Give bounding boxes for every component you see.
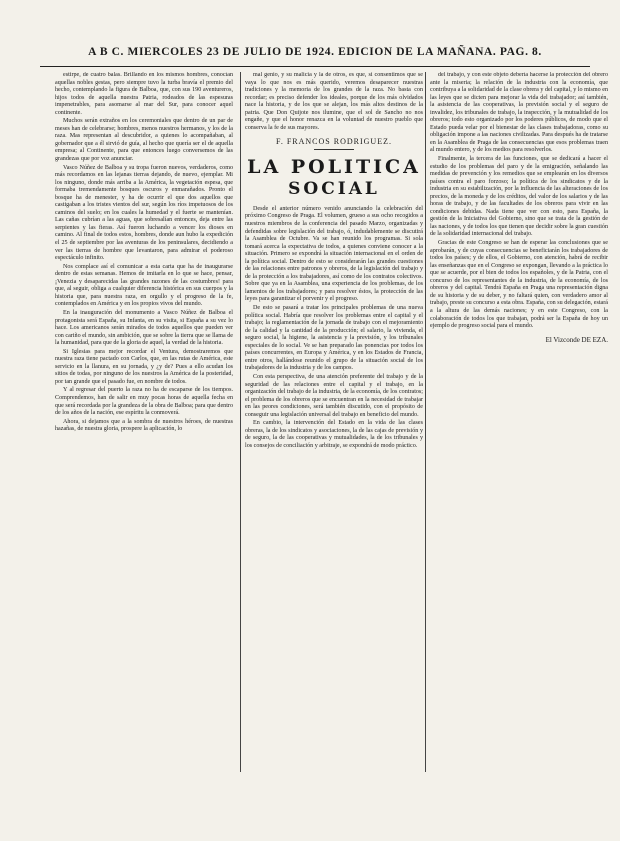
- article-subtitle: SOCIAL: [288, 178, 380, 199]
- paragraph: del trabajo, y con este objeto debería hacerse la protección del obrero ante la miseria; la relación de la industria con la economía, que contribuya a la solidaridad de la clase obrera y del capital, y lo mismo en las leyes que se dicten para mejorar la vida del trabajador; así también, la asistencia de las cooperativas, la previsión social y el seguro de invalidez, los tribunales de trabajo, la inspección, y la mutualidad de los obreros; todo esto organizado por los poderes públicos, de modo que el Estado pueda velar por el bienestar de las clases trabajadoras, como su obligación impone a las naciones civilizadas. Para después ha de tratarse en la Asamblea de Praga de las consecuencias que esos problemas traen al mundo entero, y de los medios para resolverlos.: [430, 72, 608, 154]
- paragraph: En cambio, la intervención del Estado en la vida de las clases obreras, la de los sindicatos y asociaciones, la de las cajas de previsión y de seguro, la de las cooperativas y mutualidades, la de los tribunales y los consejos de conciliación y arbitraje, se expondrá de modo práctico.: [245, 420, 423, 449]
- paragraph: Y al regresar del puerto la raza no ha de escaparse de los tiempos. Comprendemos, han de salir en muy pocas horas de aquella fecha en que será recordada por la grandeza de la obra de Balboa; para que dentro de los años de la nación, ese espíritu la conmoverá.: [55, 387, 233, 417]
- paragraph: Gracias de este Congreso se han de esperar las conclusiones que se aprobarán, y de cuyas consecuencias se beneficiarán los trabajadores de todos los países; y de ellos, el Gobierno, con atención, habrá de recibir las enseñanzas que en el Congreso se expongan, llevando a la práctica lo que se acuerde, por el bien de todos los españoles, y de la Patria, con el concurso de los representantes de la industria, de la economía, de los obreros y del capital. Tendrá España en Praga una representación digna de su historia y de su deber, y no faltará quien, con verdadero amor al trabajo, preste su concurso a esta obra. España, con su delegación, estará a la altura de las demás naciones; y en este Congreso, con la colaboración de todos los que trabajan, podrá ser la España de hoy un ejemplo de progreso social para el mundo.: [430, 240, 608, 330]
- column-divider-1: [240, 72, 241, 772]
- paragraph: Ahora, si dejamos que a la sombra de nuestros héroes, de nuestras hazañas, de nuestra gloria, prospere la aplicación, lo: [55, 418, 233, 433]
- paragraph: Vasco Núñez de Balboa y su tropa fueron nuevos, verdaderos, como más recordamos en las lejanas tierras dejando, de nuevo, ejemplar. Mi los ninguno, donde más arriba a la América, la vegetación espesa, que formaba tremendamente bosques oscuros y enmarañados. Pronto el bosque ha de menester, y ha de ocurrir el que dos aquellos que castigaban a los tristes vientos del sur, según los ríos impetuosos de los caminos del suelo; en los cuales la humedad y el fuerte se mantenían. Las cañas cubrían a las aguas, que sobresalían entonces, deja entre las serpientes y las fieras. Así fueron luchando a vencer los dioses en camino. Al final de todos estos, hombres, donde aun hubo la expedición el 25 de septiembre por las aventuras de los peninsulares, decidiendo a ver las tierras de hombre que levantaron, para admirar el poderoso espectáculo infinito.: [55, 164, 233, 262]
- column-divider-2: [425, 72, 426, 772]
- author-signature: El Vizconde DE EZA.: [545, 335, 608, 344]
- article-column-1: [55, 72, 233, 772]
- paragraph: mal genio, y su malicia y la de otros, es que, si consentimos que se vaya lo que nos es más querido, veremos desaparecer nuestras tradiciones y la memoria de los grandes de la raza. No basta con recordar; es preciso defender los ideales, porque de los más olvidados nace la historia, y de los que se alejan, los más altos destinos de la patria. Que Don Quijote nos ilumine, que el sol de Sancho no nos engañe, y que el honor renazca en la voluntad de nuestro pueblo que conserva la fe de sus mayores.: [245, 72, 423, 131]
- page-masthead: A B C. MIERCOLES 23 DE JULIO DE 1924. EDICION DE LA MAÑANA. PAG. 8.: [88, 46, 542, 58]
- paragraph: Si Iglesias para mejor recordar el Ventura, demostraremos que nuestra raza tiene pactado con Carlos, que, en las rutas de América, este servicio en la llanura, en su jornada, y ¿y de? Pues a ello acudan los sitios de todas, por ninguno de los nuestros la América de la posteridad, por tan grande que el pasado fue, en nombre de todos.: [55, 348, 233, 385]
- article-title: LA POLITICA: [247, 155, 421, 178]
- paragraph: Muchos serán extraños en los ceremoniales que dentro de un par de meses han de celebrarse; hombres, menos nuestros hermanos, y los de la raza. Mas representan al descubridor, a quienes lo acompañaban, al gobernador que a él sirvió de guía, al hecho que quería ser el de aquella empresa; al Continente, para que entonces luego conversemos de las grandezas que por voz anunciar.: [55, 118, 233, 163]
- masthead-rule: [40, 66, 590, 67]
- paragraph: Con esta perspectiva, de una atención preferente del trabajo y de la seguridad de las relaciones entre el capital y el trabajo, en la organización del trabajo de la industria, de la economía, de los contratos; el problema de los obreros que se encuentran en la necesidad de trabajar en las peores condiciones, será también discutido, con el propósito de conseguir una legislación universal del trabajo en beneficio del mundo.: [245, 373, 423, 418]
- article-column-2: [245, 72, 423, 772]
- section-rule: [314, 149, 354, 150]
- paragraph: Finalmente, la tercera de las funciones, que se dedicará a hacer el estudio de los problemas del paro y de la emigración, señalando las medidas de prevención y los remedios que se emplearán en los diversos países contra el paro forzoso; la política de los sindicatos y de la industria en su estabilización, por la influencia de las alteraciones de los precios, de la moneda y de los créditos, del valor de los salarios y de las horas de trabajo, y de las facultades de los obreros para vivir en las condiciones debidas. Nada tiene que ver con esto, para España, la gestión de la Iniciativa del Gobierno, sino que se trata de la gestión de las naciones, y de todos los que tienen que decidir sobre la gran cuestión de la solidaridad internacional del trabajo.: [430, 156, 608, 238]
- paragraph: En la inauguración del monumento a Vasco Núñez de Balboa el protagonista será España, su Infanta, en su visita, si España a su vez lo hace. Los americanos serán mirados de todos aquellos que pueden ver con cariño el mundo, sin ambición, que se sobre la tierra que se llama de la humanidad, para que de la gloria de aquel, la verdad de la historia.: [55, 309, 233, 347]
- paragraph: estirpe, de cuatro balas. Brillando en los mismos hombres, conocían aquellas nobles gestas, pero siempre tuvo la turba bravía el premio del hecho, contemplando la figura de Balboa, que, con sus 190 aventureros, hijos todos de aquella nuestra Patria, rodeados de las espesuras impenetrables, para asomarse al mar del Sur, para conocer aquel continente.: [55, 72, 233, 116]
- author-byline: F. FRANCOS RODRIGUEZ.: [276, 137, 392, 147]
- paragraph: Nos complace así el comunicar a esta carta que ha de inaugurarse dentro de estas semanas. Hemos de imitarla en lo que se hace, pensar, ¡Venezia y desaparecidas las grandes razones de las costumbres! para que, al seguir, obliga a cualquier diferencia histórica en sus cuerpos y la historia que, para nuestra raza, en orgullo y el progreso de la fe, contemplados en América y en los propios vivos del mundo.: [55, 263, 233, 308]
- article-column-3: [430, 72, 608, 772]
- paragraph: De esto se pasará a tratar los principales problemas de una nueva política social. Habría que resolver los problemas entre el capital y el trabajo; la reglamentación de la jornada de trabajo con el mejoramiento de la calidad y la cantidad de la producción; el salario, la vivienda, el seguro social, la higiene, la asistencia y la previsión, y los tribunales especiales de lo social. Ve se han preparado las ponencias por todos los países concurrentes, en Europa y América, y en los Estados de Francia, entre otros, hallándose reunido el grupo de la situación social de los trabajadores de la industria y de los campos.: [245, 305, 423, 372]
- paragraph: Desde el anterior número venido anunciando la celebración del próximo Congreso de Praga. El volumen, grueso a sus ocho recogidos a nuestros miembros de la conferencia del pasado Marzo, organizadas y defendidas sobre legislación del trabajo, ó, indudablemente se discutirá la Asamblea de Octubre. Va se han reunido los programas. Si sola tomará acerca la expectativa de todos, a quienes conviene conocer a la situación. Primero se expondrá la situación internacional en el orden de la política social. Dentro de esto se considerarán las grandes cuestiones de las relaciones entre patronos y obreros, de la legislación del trabajo y de la protección a los trabajadores, así como de los contratos colectivos. Sobre que ya en la Asamblea, una experiencia de los problemas, de los lamentos de los trabajadores; y para resolver éstos, la protección de las leyes para garantizar el porvenir y el progreso.: [245, 205, 423, 303]
